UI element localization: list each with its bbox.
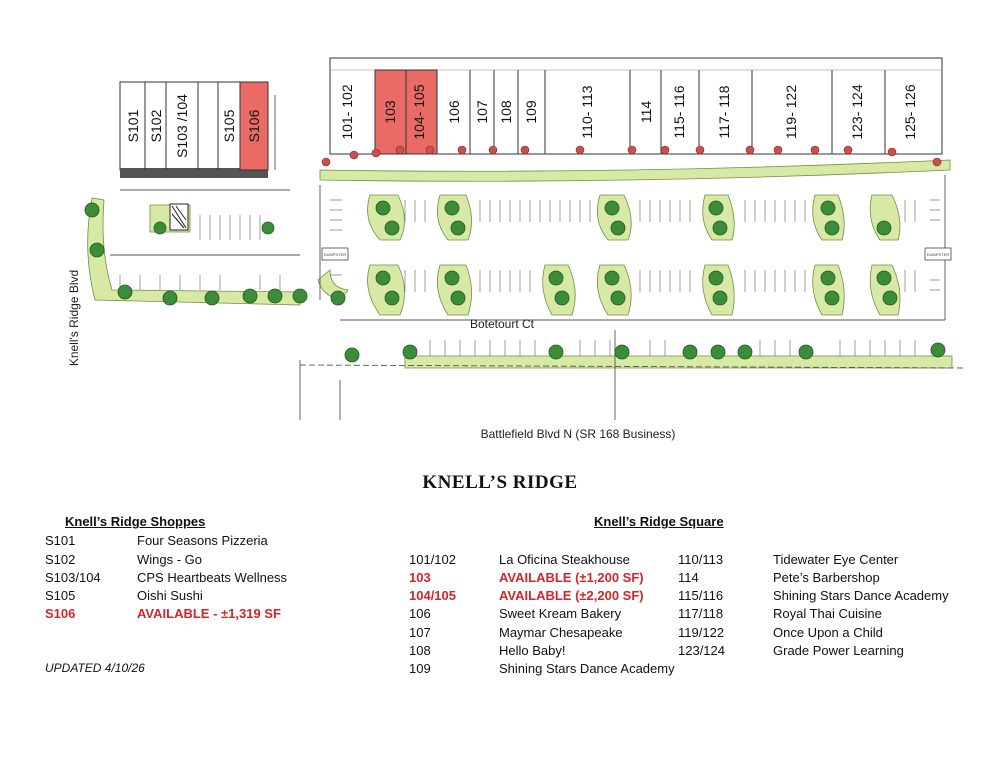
road-label-botetourt-ct: Botetourt Ct xyxy=(469,317,535,331)
square-heading: Knell’s Ridge Square xyxy=(594,514,724,529)
tenant-name: Hello Baby! xyxy=(499,643,566,658)
tenant-name: CPS Heartbeats Wellness xyxy=(137,570,288,585)
dumpster-label-left: DUMPSTER xyxy=(323,252,347,257)
unit-s102: S102 xyxy=(148,109,164,143)
unit-id: S101 xyxy=(45,533,76,548)
road-label-battlefield-blvd: Battlefield Blvd N (SR 168 Business) xyxy=(480,427,676,441)
unit-id: 115/116 xyxy=(678,588,724,603)
unit-106: 106 xyxy=(446,100,462,124)
unit-id: 114 xyxy=(678,570,699,585)
unit-id: 101/102 xyxy=(409,552,456,567)
tenant-name: Shining Stars Dance Academy xyxy=(499,661,675,676)
unit-123-124: 123- 124 xyxy=(849,84,865,140)
unit-s103-104: S103 /104 xyxy=(174,94,190,158)
shoppes-heading: Knell’s Ridge Shoppes xyxy=(65,514,206,529)
unit-id: 106 xyxy=(409,606,431,621)
tenant-name: AVAILABLE (±2,200 SF) xyxy=(499,588,644,603)
unit-id: S102 xyxy=(45,552,76,567)
page-title: KNELL’S RIDGE xyxy=(422,472,578,493)
tenant-name: Once Upon a Child xyxy=(773,625,883,640)
road-label-knells-ridge-blvd: Knell's Ridge Blvd xyxy=(67,269,81,367)
unit-id: 103 xyxy=(409,570,431,585)
unit-s105: S105 xyxy=(221,109,237,143)
tenant-name: Four Seasons Pizzeria xyxy=(137,533,268,548)
unit-s101: S101 xyxy=(125,109,141,143)
unit-107: 107 xyxy=(474,100,490,124)
tenant-name: Maymar Chesapeake xyxy=(499,625,623,640)
tenant-name: Wings - Go xyxy=(137,552,203,567)
updated-date: UPDATED 4/10/26 xyxy=(45,661,145,675)
unit-117-118: 117- 118 xyxy=(716,85,732,139)
unit-110-113: 110- 113 xyxy=(579,85,595,139)
tenant-name: La Oficina Steakhouse xyxy=(499,552,630,567)
unit-s106: S106 xyxy=(246,109,262,143)
unit-id: 110/113 xyxy=(678,552,724,567)
tenant-name: Shining Stars Dance Academy xyxy=(773,588,949,603)
unit-id: 109 xyxy=(409,661,431,676)
unit-108: 108 xyxy=(498,100,514,124)
tenant-name: Sweet Kream Bakery xyxy=(499,606,622,621)
unit-id: 117/118 xyxy=(678,606,724,621)
tenant-name: Royal Thai Cuisine xyxy=(773,606,882,621)
unit-id: 104/105 xyxy=(409,588,456,603)
tenant-name: AVAILABLE (±1,200 SF) xyxy=(499,570,644,585)
unit-id: 107 xyxy=(409,625,431,640)
unit-101-102: 101- 102 xyxy=(339,84,355,140)
unit-id: S106 xyxy=(45,606,76,621)
unit-id: S103/104 xyxy=(45,570,101,585)
unit-109: 109 xyxy=(523,100,539,124)
unit-119-122: 119- 122 xyxy=(783,84,799,140)
unit-114: 114 xyxy=(638,100,654,124)
tenant-name: Tidewater Eye Center xyxy=(773,552,899,567)
unit-125-126: 125- 126 xyxy=(902,84,918,140)
unit-id: 123/124 xyxy=(678,643,725,658)
unit-id: 119/122 xyxy=(678,625,725,640)
tenant-name: AVAILABLE - ±1,319 SF xyxy=(137,606,281,621)
tenant-name: Grade Power Learning xyxy=(773,643,904,658)
unit-id: S105 xyxy=(45,588,76,603)
unit-104-105: 104- 105 xyxy=(411,84,427,140)
unit-115-116: 115- 116 xyxy=(671,85,687,139)
tenant-name: Pete’s Barbershop xyxy=(773,570,880,585)
tenant-name: Oishi Sushi xyxy=(137,588,203,603)
dumpster-label-right: DUMPSTER xyxy=(926,252,950,257)
unit-id: 108 xyxy=(409,643,431,658)
unit-103: 103 xyxy=(382,100,398,124)
